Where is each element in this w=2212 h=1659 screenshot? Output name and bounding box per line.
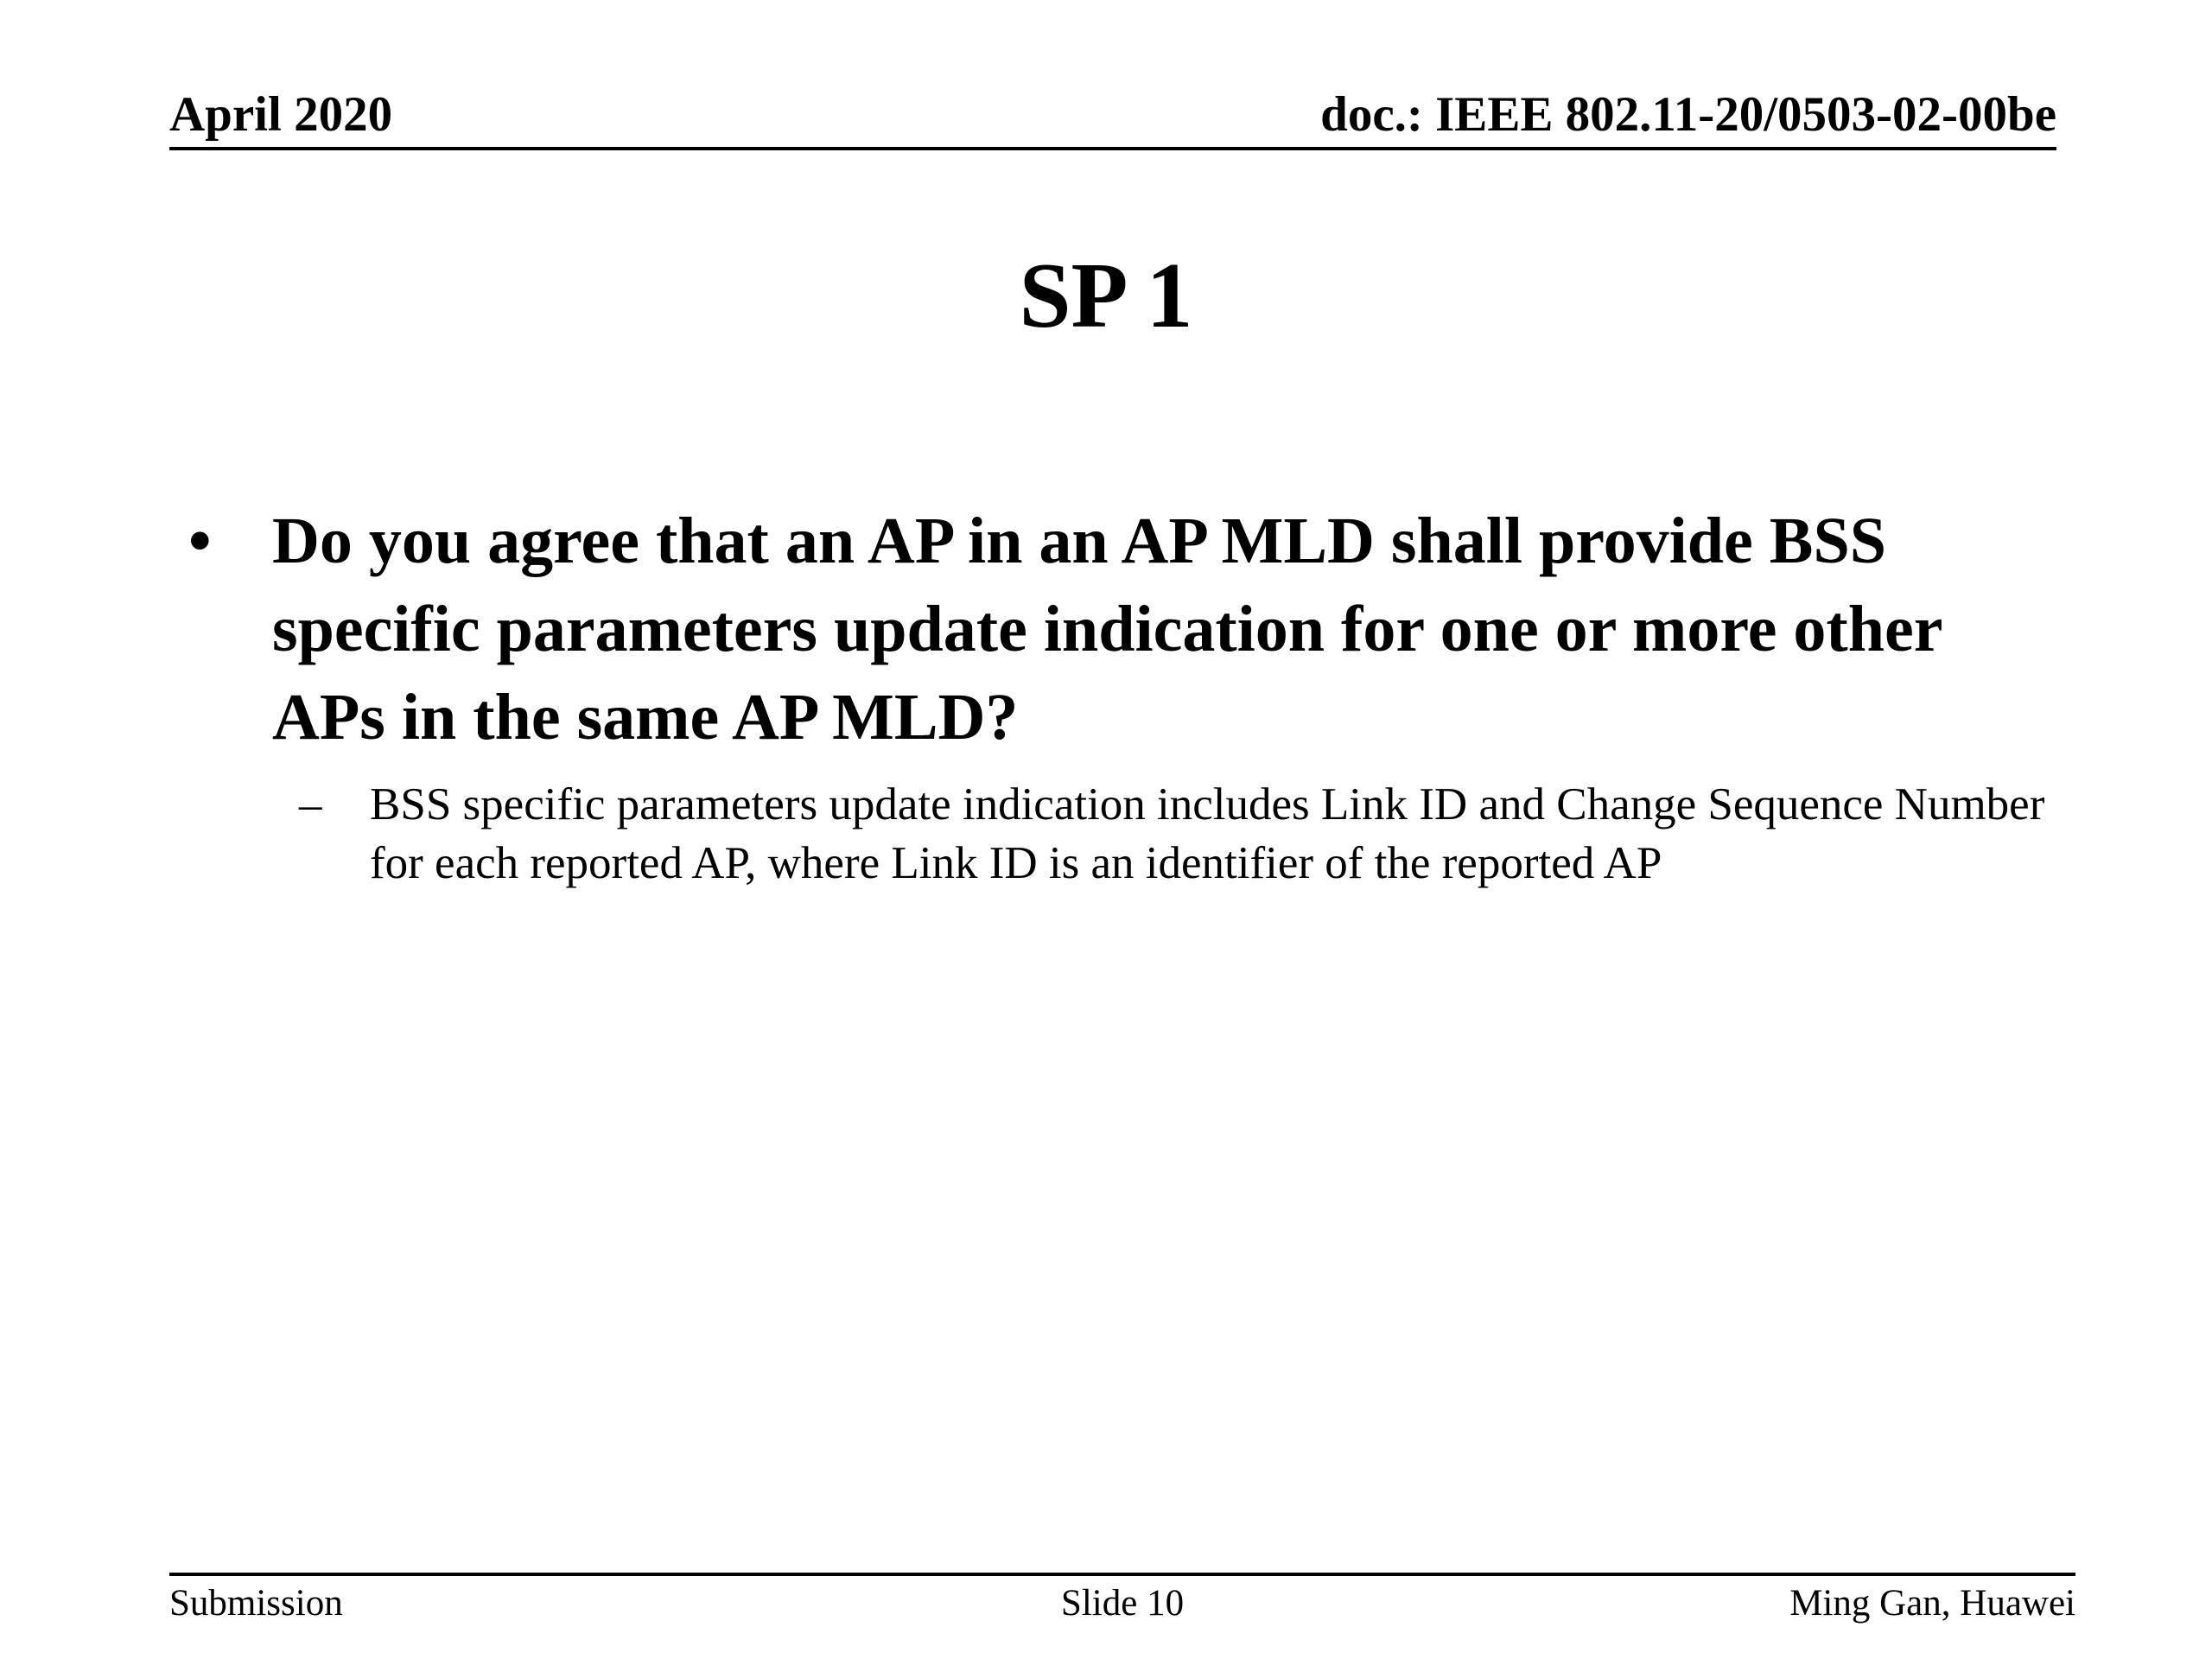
footer-slide-number: Slide 10 — [1060, 1583, 1185, 1624]
sub-bullet-marker: – — [299, 779, 322, 830]
header-date: April 2020 — [169, 87, 393, 142]
sub-bullet-text: BSS specific parameters update indication includes Link ID and Change Sequence Number for each reported AP, where Link ID is an identifier of the reported AP — [370, 779, 2045, 888]
bullet-text: Do you agree that an AP in an AP MLD shall provide BSS specific parameters update indication for one or more other APs in the same AP MLD? — [272, 505, 1942, 753]
footer-author: Ming Gan, Huawei — [1789, 1583, 2075, 1624]
bullet-item — [181, 497, 2082, 761]
slide-footer — [169, 1573, 2075, 1628]
slide-body — [181, 497, 2082, 893]
header-doc-id: doc.: IEEE 802.11-20/0503-02-00be — [1320, 87, 2056, 142]
footer-submission: Submission — [169, 1583, 343, 1624]
slide-title: SP 1 — [1019, 245, 1193, 347]
slide-header — [169, 83, 2056, 150]
bullet-marker: • — [188, 505, 212, 577]
sub-bullet-item — [181, 775, 2082, 893]
